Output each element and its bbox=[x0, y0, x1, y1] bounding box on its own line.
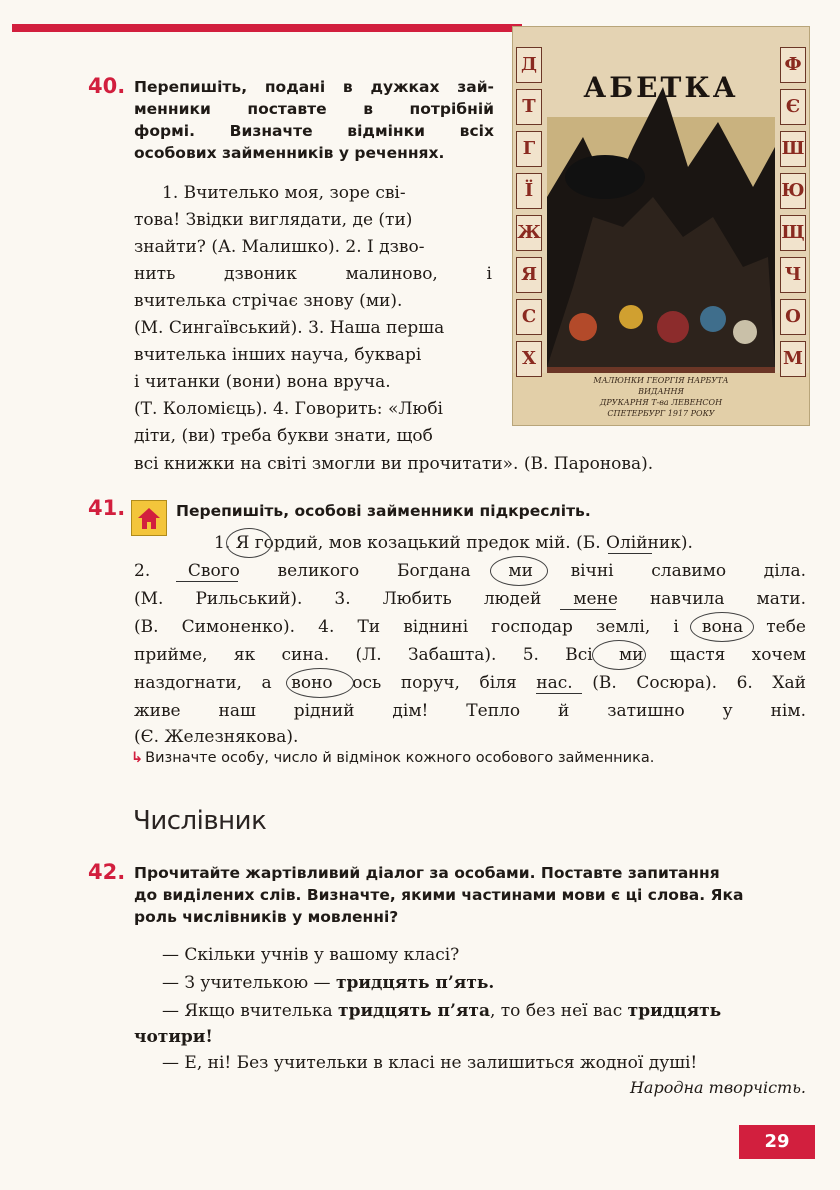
exercise-41-note bbox=[131, 750, 654, 766]
text-line: това! Звідки виглядати, де (ти) bbox=[134, 210, 413, 230]
dialog-line: чотири! bbox=[134, 1027, 213, 1047]
poster-letter: Ї bbox=[516, 173, 542, 209]
poster-letter: С bbox=[516, 299, 542, 335]
dialog-line: — Е, ні! Без учительки в класі не залишиться жодної душі! bbox=[162, 1053, 698, 1073]
caption-line: ДРУКАРНЯ Т-ва ЛЕВЕНСОН bbox=[599, 398, 723, 407]
caption-line: МАЛЮНКИ ГЕОРГІЯ НАРБУТА bbox=[593, 376, 729, 385]
poster-letter: Ш bbox=[780, 131, 806, 167]
poster-letter: Я bbox=[516, 257, 542, 293]
caption-line: ВИДАННЯ bbox=[638, 387, 684, 396]
poster-letter: О bbox=[780, 299, 806, 335]
poster-letter: Ж bbox=[516, 215, 542, 251]
task-line: роль числівників у мовленні? bbox=[134, 908, 399, 926]
poster-letter: Т bbox=[516, 89, 542, 125]
pencil-underline-mark bbox=[536, 693, 582, 694]
section-heading: Числівник bbox=[133, 806, 267, 836]
task-line: до виділених слів. Визначте, якими частинами мови є ці слова. Яка bbox=[134, 886, 744, 904]
text-line: діти, (ви) треба букви знати, щоб bbox=[134, 426, 433, 446]
text-line: знайти? (А. Малишко). 2. І дзво- bbox=[134, 237, 425, 257]
poster-left-letters bbox=[516, 47, 544, 377]
exercise-41-number: 41. bbox=[88, 496, 126, 520]
dialog-text: — Якщо вчителька bbox=[162, 1001, 339, 1021]
exercise-41-task: Перепишіть, особові займенники підкресліть. bbox=[176, 502, 591, 520]
text-line: прийме, як сина. (Л. Забашта). 5. Всі ми щастя хочем bbox=[134, 645, 806, 665]
task-line: Прочитайте жартівливий діалог за особами. Поставте запитання bbox=[134, 864, 720, 882]
task-line: менники поставте в потрібній bbox=[134, 100, 494, 118]
task-line: формі. Визначте відмінки всіх bbox=[134, 122, 494, 140]
note-arrow-icon: ↳ bbox=[131, 750, 144, 766]
text-line: (М. Рильський). 3. Любить людей мене навчила мати. bbox=[134, 589, 806, 609]
poster-letter: Ф bbox=[780, 47, 806, 83]
exercise-40-number: 40. bbox=[88, 74, 126, 98]
text-line: (Т. Коломієць). 4. Говорить: «Любі bbox=[134, 399, 443, 419]
poster-letter: Ч bbox=[780, 257, 806, 293]
pencil-underline-mark bbox=[608, 553, 652, 554]
text-line: (В. Симоненко). 4. Ти віднині господар землі, і вона тебе bbox=[134, 617, 806, 637]
source-attribution: Народна творчість. bbox=[629, 1078, 806, 1097]
text-line: 2. Свого великого Богдана ми вічні славимо діла. bbox=[134, 561, 806, 581]
dialog-line: — Скільки учнів у вашому класі? bbox=[162, 945, 460, 965]
homework-house-icon bbox=[131, 500, 167, 536]
page-number: 29 bbox=[739, 1125, 815, 1159]
text-line: нить дзвоник малиново, і bbox=[134, 264, 492, 284]
poster-caption bbox=[523, 375, 799, 419]
text-line: вчителька інших научa, букварі bbox=[134, 345, 422, 365]
house-icon bbox=[132, 501, 166, 535]
text-line: (М. Сингаївський). 3. Наша перша bbox=[134, 318, 445, 338]
poster-title: АБЕТКА bbox=[583, 71, 739, 104]
text-line: живе наш рідний дім! Тепло й затишно у нім. bbox=[134, 701, 806, 721]
text-line: 1. Вчителько моя, зоре сві- bbox=[162, 183, 406, 203]
poster-right-letters bbox=[780, 47, 808, 377]
task-line: особових займенників у реченнях. bbox=[134, 144, 445, 162]
poster-letter: Ю bbox=[780, 173, 806, 209]
poster-letter: Щ bbox=[780, 215, 806, 251]
highlighted-word: тридцять bbox=[627, 1001, 722, 1021]
dialog-text: — З учителькою — bbox=[162, 973, 336, 993]
poster-letter: Д bbox=[516, 47, 542, 83]
dialog-line bbox=[162, 970, 494, 996]
pencil-underline-mark bbox=[560, 609, 616, 610]
highlighted-word: тридцять п’ята bbox=[338, 1001, 490, 1021]
note-text: Визначте особу, число й відмінок кожного особового займенника. bbox=[145, 750, 655, 766]
text-line: і читанки (вони) вона вруча. bbox=[134, 372, 391, 392]
task-line: Перепишіть, подані в дужках зай- bbox=[134, 78, 494, 96]
text-line: 1. Я гордий, мов козацький предок мій. (Б. Олійник). bbox=[214, 533, 693, 553]
pencil-underline-mark bbox=[176, 581, 238, 582]
poster-letter: М bbox=[780, 341, 806, 377]
dialog-line bbox=[162, 998, 721, 1024]
text-line: (Є. Железнякова). bbox=[134, 727, 299, 747]
highlighted-word: тридцять п’ять. bbox=[335, 973, 495, 993]
text-line: наздогнати, а воно ось поруч, біля нас. (В. Сосюра). 6. Хай bbox=[134, 673, 806, 693]
top-accent-bar bbox=[12, 24, 522, 32]
exercise-42-number: 42. bbox=[88, 860, 126, 884]
dialog-text: , то без неї вас bbox=[489, 1001, 628, 1021]
exercise-40-task bbox=[134, 76, 494, 164]
poster-letter: Г bbox=[516, 131, 542, 167]
poster-letter: Х bbox=[516, 341, 542, 377]
caption-line: СПЕТЕРБУРГ 1917 РОКУ bbox=[607, 409, 715, 418]
poster-letter: Є bbox=[780, 89, 806, 125]
exercise-42-task bbox=[134, 862, 804, 928]
abetka-poster-illustration bbox=[512, 26, 810, 426]
text-line: вчителька стрічає знову (ми). bbox=[134, 291, 403, 311]
text-line: всі книжки на світі змогли ви прочитати». (В. Паронова). bbox=[134, 454, 654, 474]
